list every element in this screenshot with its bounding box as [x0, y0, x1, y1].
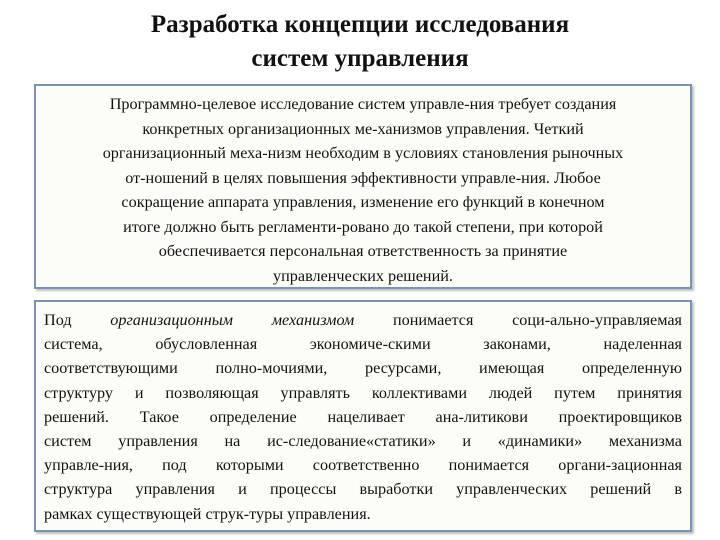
- concept-text-line: обеспечивается персональная ответственность за принятие: [158, 242, 568, 260]
- definition-text-suffix: понимается соци-ально-управляемая: [354, 311, 682, 329]
- definition-text-line: [44, 308, 682, 332]
- concept-text-line: конкретных организационных ме-ханизмов управления. Четкий: [142, 119, 584, 138]
- definition-text-line: систем управления на ис-следование«статики» и «динамики» механизма: [44, 431, 682, 450]
- slide-title-line-1: Разработка концепции исследования: [150, 11, 570, 38]
- definition-text-line: система, обусловленная экономиче-скими законами, наделенная: [44, 335, 682, 354]
- concept-text-line: организационный меха-низм необходим в условиях становления рыночных: [102, 144, 624, 162]
- definition-text-line: соответствующими полно-мочиями, ресурсами, имеющая определенную: [44, 359, 682, 378]
- definition-text-line: управле-ния, под которыми соответственно понимается органи-зационная: [44, 456, 682, 475]
- definition-text-line: рамках существующей струк-туры управления.: [44, 504, 371, 523]
- slide-title: [0, 8, 720, 76]
- concept-text-line: Программно-целевое исследование систем управле-ния требует создания: [109, 95, 617, 113]
- definition-text-line: структуру и позволяющая управлять коллективами людей путем принятия: [44, 383, 682, 402]
- definition-text-line: решений. Такое определение нацеливает ана-литикови проектировщиков: [44, 407, 682, 426]
- definition-term: организационным механизмом: [110, 311, 355, 329]
- definition-text-box: [34, 300, 692, 532]
- concept-text-line: итоге должно быть регламенти-ровано до такой степени, при которой: [123, 217, 603, 236]
- slide-title-line-2: систем управления: [251, 45, 469, 72]
- concept-text-line: сокращение аппарата управления, изменение его функций в конечном: [121, 193, 605, 211]
- concept-text-box: [34, 84, 692, 289]
- definition-text-line: структура управления и процессы выработки управленческих решений в: [44, 480, 682, 499]
- concept-text-line: от-ношений в целях повышения эффективности управле-ния. Любое: [125, 168, 601, 187]
- definition-text-prefix: Под: [44, 311, 111, 329]
- concept-text-line: управленческих решений.: [273, 266, 453, 285]
